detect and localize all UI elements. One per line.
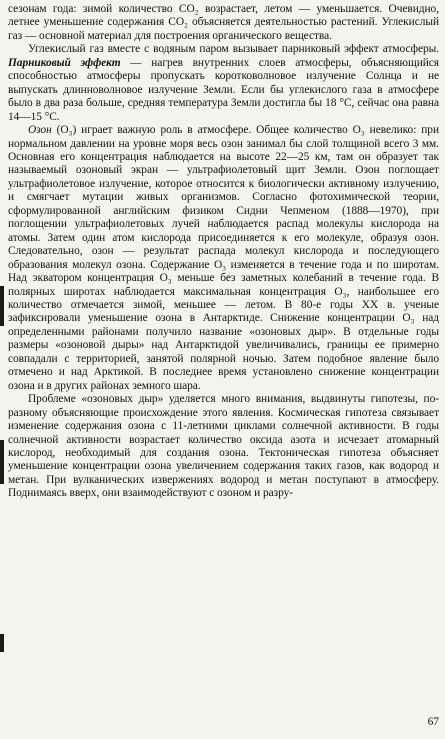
text-segment: Углекислый газ вместе с водяным паром вызывает парниковый эффект атмосферы. (28, 43, 439, 56)
page-text (8, 3, 439, 501)
page-number: 67 (427, 716, 439, 728)
paragraph-greenhouse-effect (8, 43, 439, 124)
text-segment: — нагрев внутренних слоев атмосферы, объясняющийся способностью атмосферы пропускать коротковолновое излучение Солнца и не выпускать длинноволновое излучение Земли. Если бы углекислого газа в атмосфере было в два раза больше, средняя температура Земли достигла бы 18 °C, сейчас она равна 14—15 °C. (8, 56, 439, 123)
term-greenhouse-effect: Парниковый эффект (8, 56, 121, 69)
term-ozone: Озон (28, 124, 52, 137)
paragraph-ozone (8, 124, 439, 393)
paragraph-co2-seasons (8, 3, 439, 43)
text-segment: сезонам года: зимой количество CO₂ возрастает, летом — уменьшается. Очевидно, летнее уменьшение содержания CO₂ объясняется деятельностью растений. Углекислый газ — основной материал для построения органического вещества. (8, 3, 439, 42)
text-segment: Проблеме «озоновых дыр» уделяется много внимания, выдвинуты гипотезы, по-разному объясняющие происхождение этого явления. Космическая гипотеза связывает изменение содержания озона с 11-летними циклами солнечной активности. В годы солнечной активности возрастает количество оксида азота и исчезает атомарный кислород, необходимый для создания озона. Тектоническая гипотеза объясняет уменьшение концентрации озона увеличением содержания таких газов, как водород и метан. При вулканических извержениях водород и метан поступают в атмосферу. Поднимаясь вверх, они взаимодействуют с озоном и разру- (8, 393, 439, 500)
scan-margin-mark (0, 634, 4, 652)
text-segment: (O₃) играет важную роль в атмосфере. Общее количество O₃ невелико: при нормальном давлении на уровне моря весь озон занимал бы слой толщиной всего 3 мм. Основная его концентрация наблюдается на высоте 22—25 км, там он образует так называемый озоновый экран — ультрафиолетовый щит Земли. Озон поглощает ультрафиолетовое излучение, которое относится к биологически активному излучению, и смягчает мутации живых организмов. Согласно фотохимической теории, сформулированной английским физиком Сидни Чепменом (1888—1970), при поглощении ультрафиолетовых лучей наблюдается распад молекулы кислорода на атомы. Затем один атом кислорода присоединяется к его молекуле, образуя озон. Следовательно, озон — результат распада молекул кислорода и последующего образования молекул озона. Содержание O₃ изменяется в течение года и по широтам. Над экватором концентрация O₃ меньше без заметных колебаний в течение года. В полярных широтах наблюдается максимальная концентрация O₃, наибольшее его количество отмечается зимой, меньшее — летом. В 80-е годы XX в. ученые зафиксировали уменьшение озона в Антарктиде. Снижение концентрации O₃ над определенными районами получило название «озоновых дыр». В отдельные годы размеры «озоновой дыры» над Антарктидой увеличивались, границы ее примерно совпадали с территорией, занятой полярной ночью. Затем подобное явление было отмечено и над Арктикой. В последнее время установлено снижение концентрации озона и в других районах земного шара. (8, 124, 439, 392)
scan-margin-mark (0, 440, 4, 484)
paragraph-ozone-holes (8, 393, 439, 501)
scan-margin-mark (0, 286, 4, 326)
